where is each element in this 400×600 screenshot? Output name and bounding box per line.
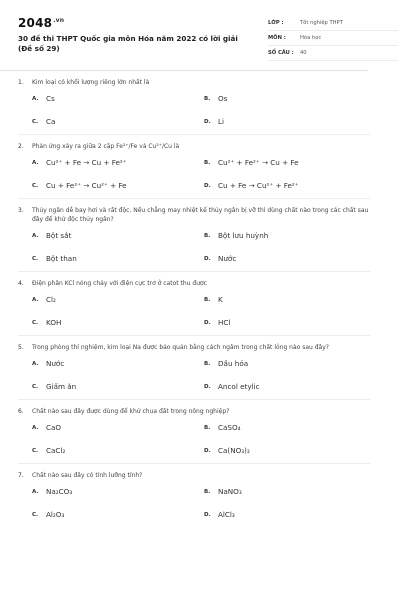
answer-option[interactable] [32,416,204,439]
meta-row-count [268,46,398,61]
question-number: 6. [18,408,24,415]
option-text: AlCl₃ [218,510,235,519]
answer-option[interactable] [204,224,376,247]
question-item [18,206,370,272]
option-text: Bột sắt [46,231,72,240]
option-text: Li [218,117,225,126]
option-letter: A. [32,360,39,367]
question-number: 5. [18,344,24,351]
question-text: Kim loại có khối lượng riêng lớn nhất là [32,79,150,86]
answer-option[interactable] [32,352,204,375]
option-letter: B. [204,424,211,431]
option-letter: A. [32,488,39,495]
header-divider [0,70,368,71]
option-letter: C. [32,255,39,262]
option-letter: D. [204,447,211,454]
answer-option[interactable] [204,416,376,439]
answer-option[interactable] [32,311,204,334]
question-number: 3. [18,207,24,214]
question-number: 4. [18,280,24,287]
question-divider [18,335,370,336]
document-title: 30 đề thi THPT Quốc gia môn Hóa năm 2022 có lời giải (Đề số 29) [18,34,238,53]
answer-option[interactable] [32,288,204,311]
option-text: Ancol etylic [218,382,260,391]
option-letter: B. [204,95,211,102]
option-grid [32,416,370,462]
option-letter: C. [32,447,39,454]
option-letter: D. [204,255,211,262]
answer-option[interactable] [204,480,376,503]
answer-option[interactable] [32,503,204,526]
option-letter: C. [32,319,39,326]
meta-key: LỚP : [268,20,284,26]
question-number: 2. [18,143,24,150]
question-divider [18,134,370,135]
option-text: Nước [46,359,65,368]
option-letter: C. [32,182,39,189]
question-divider [18,463,370,464]
option-letter: D. [204,511,211,518]
answer-option[interactable] [204,352,376,375]
option-grid [32,288,370,334]
option-text: Cu + Fe²⁺ → Cu²⁺ + Fe [46,181,127,190]
option-text: HCl [218,318,231,327]
question-text: Thủy ngân dễ bay hơi và rất độc. Nếu chẳng may nhiệt kế thủy ngân bị vỡ thì dùng chất nào trong các chất sau đây để khử độc thủy ngân? [32,207,369,223]
site-logo[interactable] [18,16,64,30]
option-letter: D. [204,118,211,125]
option-letter: C. [32,118,39,125]
option-text: K [218,295,223,304]
option-letter: C. [32,383,39,390]
option-text: Cu²⁺ + Fe²⁺ → Cu + Fe [218,158,299,167]
question-divider [18,271,370,272]
option-letter: B. [204,296,211,303]
meta-value: Hóa học [300,35,322,41]
answer-option[interactable] [32,110,204,133]
option-letter: D. [204,383,211,390]
question-text: Trong phòng thí nghiệm, kim loại Na được bảo quản bằng cách ngâm trong chất lỏng nào sau đây? [32,344,329,351]
option-letter: D. [204,319,211,326]
answer-option[interactable] [204,247,376,270]
meta-value: Tốt nghiệp THPT [300,20,343,26]
option-text: Ca [46,117,56,126]
option-grid [32,151,370,197]
answer-option[interactable] [204,151,376,174]
question-text: Điện phân KCl nóng chảy với điện cực trơ ở catot thu được [32,280,207,287]
question-list [18,78,370,526]
question-item [18,279,370,336]
answer-option[interactable] [32,439,204,462]
option-text: KOH [46,318,62,327]
question-number: 1. [18,79,24,86]
question-text: Phản ứng xảy ra giữa 2 cặp Fe²⁺/Fe và Cu²⁺/Cu là [32,143,180,150]
answer-option[interactable] [32,224,204,247]
option-text: Giấm ăn [46,382,77,391]
option-grid [32,87,370,133]
option-letter: B. [204,360,211,367]
question-item [18,471,370,526]
logo-text: 2048 [18,16,53,30]
meta-key: MÔN : [268,35,286,41]
option-text: Al₂O₃ [46,510,65,519]
option-text: Bột lưu huỳnh [218,231,269,240]
question-item [18,407,370,464]
option-grid [32,480,370,526]
option-letter: B. [204,232,211,239]
option-letter: B. [204,488,211,495]
option-text: Cu + Fe → Cu²⁺ + Fe²⁺ [218,181,299,190]
option-text: Bột than [46,254,77,263]
option-text: Cl₂ [46,295,56,304]
option-text: Cu²⁺ + Fe → Cu + Fe²⁺ [46,158,127,167]
answer-option[interactable] [32,151,204,174]
option-text: CaCl₂ [46,446,66,455]
option-letter: A. [32,95,39,102]
question-divider [18,198,370,199]
answer-option[interactable] [204,375,376,398]
answer-option[interactable] [204,311,376,334]
option-text: Os [218,94,228,103]
logo-suffix: .vn [53,17,65,24]
meta-row-class [268,16,398,31]
option-text: Dầu hỏa [218,359,249,368]
answer-option[interactable] [204,110,376,133]
option-text: Na₂CO₃ [46,487,73,496]
question-item [18,343,370,400]
option-text: CaO [46,423,62,432]
answer-option[interactable] [32,174,204,197]
meta-table [268,16,398,61]
option-letter: A. [32,424,39,431]
answer-option[interactable] [204,288,376,311]
question-item [18,142,370,199]
answer-option[interactable] [204,174,376,197]
meta-value: 40 [300,50,307,56]
question-text: Chất nào sau đây được dùng để khử chua đất trong nông nghiệp? [32,408,230,415]
option-grid [32,352,370,398]
option-text: Ca(NO₃)₂ [218,446,250,455]
question-number: 7. [18,472,24,479]
option-letter: D. [204,182,211,189]
question-divider [18,399,370,400]
option-text: Nước [218,254,237,263]
option-letter: A. [32,232,39,239]
option-grid [32,224,370,270]
meta-key: SỐ CÂU : [268,50,294,56]
answer-option[interactable] [32,87,204,110]
option-letter: A. [32,296,39,303]
answer-option[interactable] [32,247,204,270]
option-text: CaSO₄ [218,423,241,432]
answer-option[interactable] [32,375,204,398]
option-text: NaNO₃ [218,487,242,496]
option-text: Cs [46,94,55,103]
option-letter: A. [32,159,39,166]
answer-option[interactable] [32,480,204,503]
option-letter: B. [204,159,211,166]
option-letter: C. [32,511,39,518]
answer-option[interactable] [204,87,376,110]
answer-option[interactable] [204,503,376,526]
question-text: Chất nào sau đây có tính lưỡng tính? [32,472,143,479]
meta-row-subject [268,31,398,46]
question-item [18,78,370,135]
answer-option[interactable] [204,439,376,462]
